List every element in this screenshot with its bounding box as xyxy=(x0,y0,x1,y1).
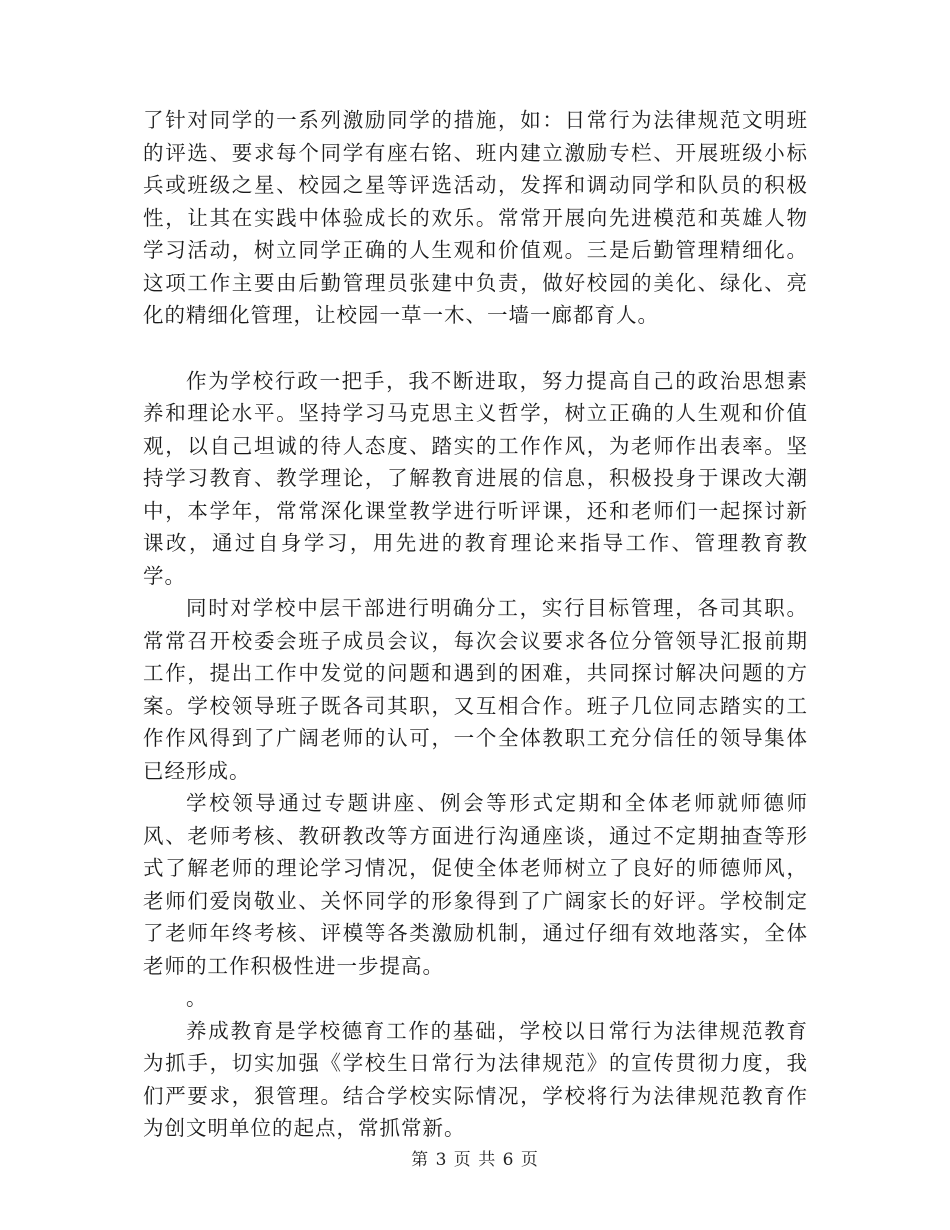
paragraph-fragment: 。 xyxy=(186,986,208,1010)
page-number-footer: 第 3 页 共 6 页 xyxy=(411,1150,539,1170)
paragraph-middle-management: 同时对学校中层干部进行明确分工，实行目标管理，各司其职。常常召开校委会班子成员会议，每次会议要求各位分管领导汇报前期工作，提出工作中发觉的问题和遇到的困难，共同探讨解决问题的方案。学校领导班子既各司其职，又互相合作。班子几位同志踏实的工作作风得到了广阔老师的认可，一个全体教职工充分信任的领导集体已经形成。 xyxy=(143,596,808,783)
document-body xyxy=(143,104,808,1145)
paragraph-incentive-measures: 了针对同学的一系列激励同学的措施，如：日常行为法律规范文明班的评选、要求每个同学有座右铭、班内建立激励专栏、开展班级小标兵或班级之星、校园之星等评选活动，发挥和调动同学和队员的积极性，让其在实践中体验成长的欢乐。常常开展向先进模范和英雄人物学习活动，树立同学正确的人生观和价值观。三是后勤管理精细化。这项工作主要由后勤管理员张建中负责，做好校园的美化、绿化、亮化的精细化管理，让校园一草一木、一墙一廊都育人。 xyxy=(143,108,808,327)
paragraph-teacher-ethics: 学校领导通过专题讲座、例会等形式定期和全体老师就师德师风、老师考核、教研教改等方面进行沟通座谈，通过不定期抽查等形式了解老师的理论学习情况，促使全体老师树立了良好的师德师风，老师们爱岗敬业、关怀同学的形象得到了广阔家长的好评。学校制定了老师年终考核、评模等各类激励机制，通过仔细有效地落实，全体老师的工作积极性进一步提高。 xyxy=(143,791,808,978)
paragraph-principal-self-study: 作为学校行政一把手，我不断进取，努力提高自己的政治思想素养和理论水平。坚持学习马克思主义哲学，树立正确的人生观和价值观，以自己坦诚的待人态度、踏实的工作作风，为老师作出表率。坚持学习教育、教学理论，了解教育进展的信息，积极投身于课改大潮中，本学年，常常深化课堂教学进行听评课，还和老师们一起探讨新课改，通过自身学习，用先进的教育理论来指导工作、管理教育教学。 xyxy=(143,368,808,588)
paragraph-habit-education: 养成教育是学校德育工作的基础，学校以日常行为法律规范教育为抓手，切实加强《学校生日常行为法律规范》的宣传贯彻力度，我们严要求，狠管理。结合学校实际情况，学校将行为法律规范教育作为创文明单位的起点，常抓常新。 xyxy=(143,1018,808,1140)
